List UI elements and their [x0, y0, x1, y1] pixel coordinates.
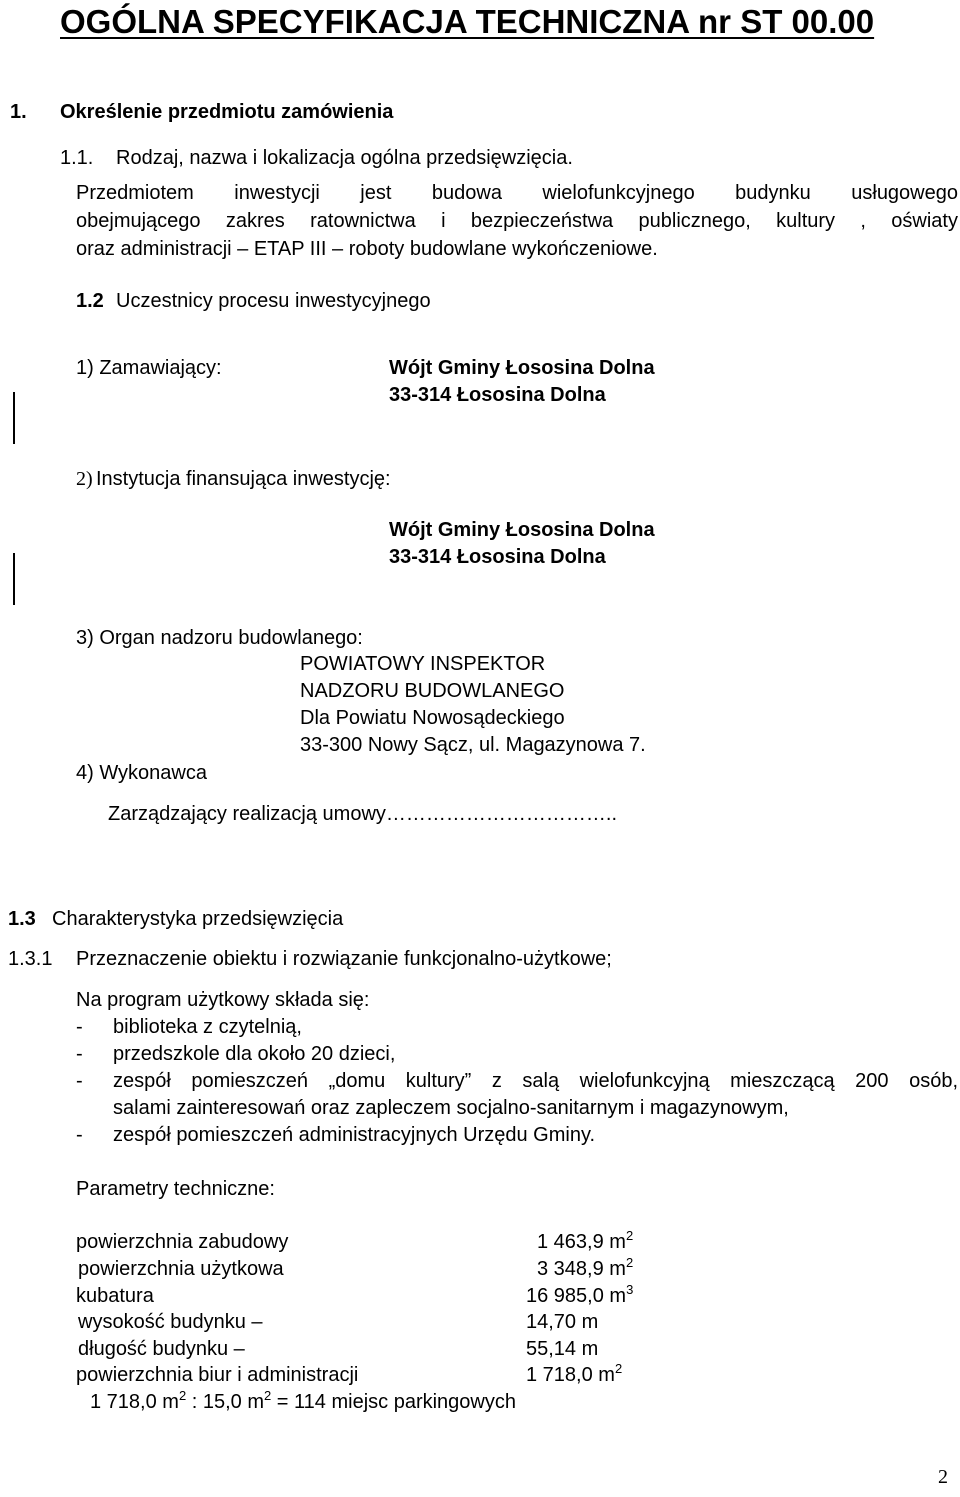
- program-item-1: biblioteka z czytelnią,: [113, 1016, 302, 1038]
- section-1-2-heading: Uczestnicy procesu inwestycyjnego: [116, 290, 431, 312]
- parking-area: 1 718,0 m: [90, 1391, 179, 1413]
- participant-2-number: 2): [76, 468, 93, 490]
- list-bullet: -: [76, 1043, 83, 1065]
- section-1-2-number-text: 1.2: [76, 290, 104, 312]
- participant-2-name: Wójt Gminy Łososina Dolna: [389, 519, 655, 541]
- parameters-heading: Parametry techniczne:: [76, 1178, 275, 1200]
- program-item-3-continued: salami zainteresowań oraz zapleczem socjalno-sanitarnym i magazynowym,: [113, 1097, 789, 1119]
- intro-line-3: oraz administracji – ETAP III – roboty budowlane wykończeniowe.: [76, 238, 658, 260]
- revision-bar: [13, 392, 15, 444]
- section-1-3-number-text: 1.3: [8, 908, 36, 930]
- param-label-usable-area: powierzchnia użytkowa: [78, 1258, 284, 1280]
- participant-3-line-4: 33-300 Nowy Sącz, ul. Magazynowa 7.: [300, 734, 646, 756]
- participant-3-line-2: NADZORU BUDOWLANEGO: [300, 680, 565, 702]
- program-item-3: zespół pomieszczeń „domu kultury” z salą wielofunkcyjną mieszczącą 200 osób,: [113, 1070, 958, 1092]
- intro-line-2: obejmującego zakres ratownictwa i bezpieczeństwa publicznego, kultury , oświaty: [76, 210, 958, 232]
- param-value-text: 3 348,9 m: [537, 1258, 626, 1280]
- param-label-built-area: powierzchnia zabudowy: [76, 1231, 289, 1253]
- section-1-3-heading: Charakterystyka przedsięwzięcia: [52, 908, 344, 930]
- param-label-volume: kubatura: [76, 1285, 154, 1307]
- list-bullet: -: [76, 1124, 83, 1146]
- program-item-2: przedszkole dla około 20 dzieci,: [113, 1043, 396, 1065]
- unit-exponent: 2: [625, 1228, 634, 1243]
- param-value-text: 1 718,0 m: [526, 1364, 615, 1386]
- section-1-2-number: [76, 289, 104, 313]
- parking-divisor: : 15,0 m: [186, 1391, 264, 1413]
- revision-bar: [13, 553, 15, 605]
- participant-2-address: 33-314 Łososina Dolna: [389, 546, 606, 568]
- intro-line-1: Przedmiotem inwestycji jest budowa wielofunkcyjnego budynku usługowego: [76, 182, 958, 204]
- participant-4-label: 4) Wykonawca: [76, 762, 207, 784]
- param-value-built-area: [537, 1230, 633, 1254]
- param-label-office-area: powierzchnia biur i administracji: [76, 1364, 359, 1386]
- intro-paragraph: [76, 181, 958, 261]
- param-label-height: wysokość budynku –: [78, 1311, 263, 1333]
- participant-1-address: 33-314 Łososina Dolna: [389, 384, 606, 406]
- page-number: 2: [938, 1466, 948, 1488]
- unit-exponent: 2: [614, 1361, 623, 1376]
- param-value-length: 55,14 m: [526, 1338, 599, 1360]
- program-intro: Na program użytkowy składa się:: [76, 989, 370, 1011]
- program-item-4: zespół pomieszczeń administracyjnych Urzędu Gminy.: [113, 1124, 596, 1146]
- participant-3-label: 3) Organ nadzoru budowlanego:: [76, 627, 363, 649]
- unit-exponent: 3: [626, 1282, 634, 1297]
- section-1-3-1-heading: Przeznaczenie obiektu i rozwiązanie funkcjonalno-użytkowe;: [76, 948, 612, 970]
- section-1-heading: Określenie przedmiotu zamówienia: [60, 101, 394, 123]
- param-value-text: 1 463,9 m: [537, 1231, 626, 1253]
- participant-3-line-1: POWIATOWY INSPEKTOR: [300, 653, 546, 675]
- parking-result: = 114 miejsc parkingowych: [271, 1391, 516, 1413]
- participant-1-name: Wójt Gminy Łososina Dolna: [389, 357, 655, 379]
- list-bullet: -: [76, 1016, 83, 1038]
- param-value-volume: [526, 1284, 633, 1308]
- participant-3-line-3: Dla Powiatu Nowosądeckiego: [300, 707, 565, 729]
- param-label-length: długość budynku –: [78, 1338, 245, 1360]
- unit-exponent: 2: [178, 1388, 187, 1403]
- unit-exponent: 2: [625, 1255, 634, 1270]
- participant-1-label: 1) Zamawiający:: [76, 357, 222, 379]
- param-value-office-area: [526, 1363, 622, 1387]
- section-1-3-1-number: 1.3.1: [8, 948, 53, 970]
- list-bullet: -: [76, 1070, 83, 1092]
- param-value-height: 14,70 m: [526, 1311, 599, 1333]
- param-value-text: 16 985,0 m: [526, 1285, 627, 1307]
- section-1-number: 1.: [10, 101, 27, 123]
- parking-calculation: [90, 1390, 516, 1414]
- unit-exponent: 2: [264, 1388, 272, 1403]
- section-1-3-number: [8, 907, 36, 931]
- param-value-usable-area: [537, 1257, 633, 1281]
- section-1-1-number: 1.1.: [60, 147, 94, 169]
- section-1-1-heading: Rodzaj, nazwa i lokalizacja ogólna przedsięwzięcia.: [116, 147, 573, 169]
- contract-manager-line: Zarządzający realizacją umowy……………………………..: [108, 803, 617, 825]
- document-title: OGÓLNA SPECYFIKACJA TECHNICZNA nr ST 00.00: [60, 3, 875, 40]
- participant-2-label: Instytucja finansująca inwestycję:: [96, 468, 391, 490]
